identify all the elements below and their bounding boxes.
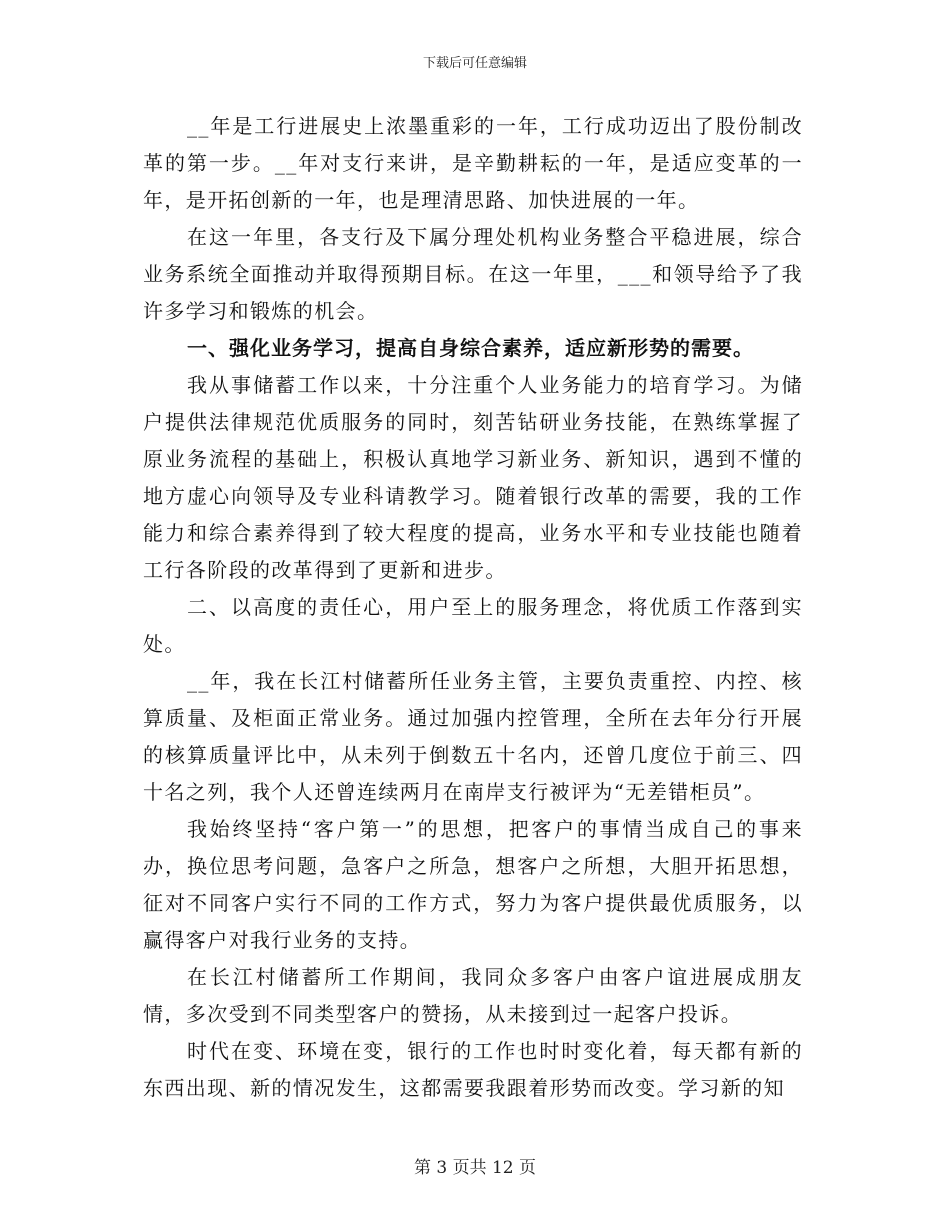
paragraph-customer-friendship: 在长江村储蓄所工作期间，我同众多客户由客户谊进展成朋友情，多次受到不同类型客户的赞扬，从未接到过一起客户投诉。	[143, 965, 803, 1026]
paragraph-supervisor-role: __年，我在长江村储蓄所任业务主管，主要负责重控、内控、核算质量、及柜面正常业务。通过加强内控管理，全所在去年分行开展的核算质量评比中，从未列于倒数五十名内，还曾几度位于前三、四十名之列，我个人还曾连续两月在南岸支行被评为“无差错柜员”。	[143, 669, 803, 804]
section-heading-2: 二、以高度的责任心，用户至上的服务理念，将优质工作落到实处。	[143, 595, 803, 656]
paragraph-intro: __年是工行进展史上浓墨重彩的一年，工行成功迈出了股份制改革的第一步。__年对支行来讲，是辛勤耕耘的一年，是适应变革的一年，是开拓创新的一年，也是理清思路、加快进展的一年。	[143, 114, 803, 212]
section-heading-1: 一、强化业务学习，提高自身综合素养，适应新形势的需要。	[187, 336, 754, 360]
page-footer: 第 3 页共 12 页	[413, 1158, 537, 1178]
paragraph-changing-times: 时代在变、环境在变，银行的工作也时时变化着，每天都有新的东西出现、新的情况发生，这都需要我跟着形势而改变。学习新的知	[143, 1039, 803, 1100]
document-body	[143, 108, 803, 1107]
page-header: 下载后可任意编辑	[422, 56, 527, 71]
paragraph-business-learning: 我从事储蓄工作以来，十分注重个人业务能力的培育学习。为储户提供法律规范优质服务的同时，刻苦钻研业务技能，在熟练掌握了原业务流程的基础上，积极认真地学习新业务、新知识，遇到不懂的地方虚心向领导及专业科请教学习。随着银行改革的需要，我的工作能力和综合素养得到了较大程度的提高，业务水平和专业技能也随着工行各阶段的改革得到了更新和进步。	[143, 373, 803, 582]
paragraph-year-review: 在这一年里，各支行及下属分理处机构业务整合平稳进展，综合业务系统全面推动并取得预期目标。在这一年里，___和领导给予了我许多学习和锻炼的机会。	[143, 225, 803, 323]
paragraph-customer-first: 我始终坚持“客户第一”的思想，把客户的事情当成自己的事来办，换位思考问题，急客户之所急，想客户之所想，大胆开拓思想，征对不同客户实行不同的工作方式，努力为客户提供最优质服务，以赢得客户对我行业务的支持。	[143, 817, 803, 952]
